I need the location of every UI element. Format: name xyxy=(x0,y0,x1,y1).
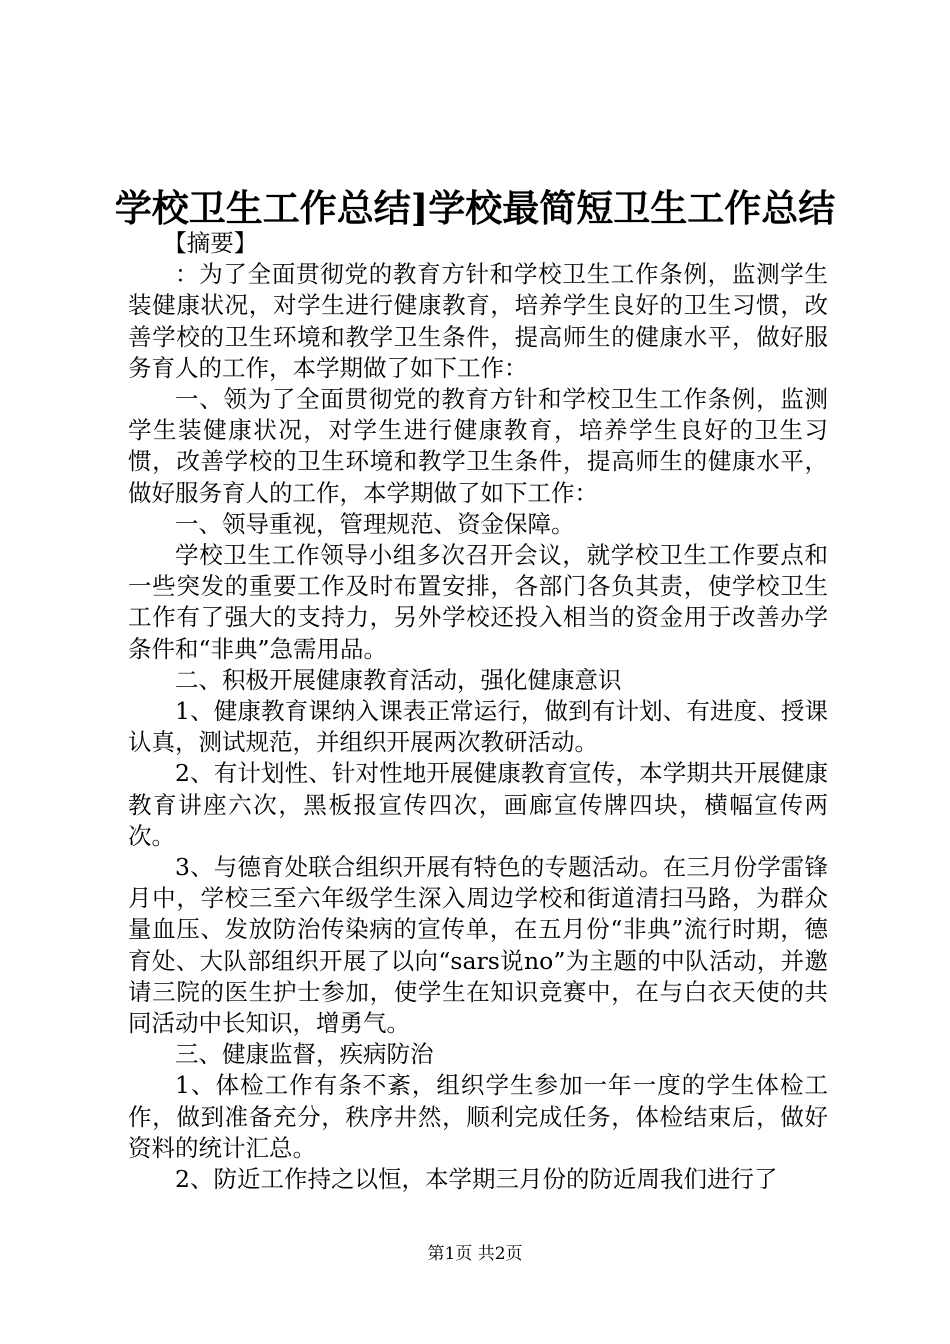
paragraph: ：为了全面贯彻党的教育方针和学校卫生工作条例，监测学生装健康状况，对学生进行健康教育，培养学生良好的卫生习惯，改善学校的卫生环境和教学卫生条件，提高师生的健康水平，做好服务育人的工作，本学期做了如下工作： xyxy=(128,260,828,382)
paragraph: 3、与德育处联合组织开展有特色的专题活动。在三月份学雷锋月中，学校三至六年级学生深入周边学校和街道清扫马路，为群众量血压、发放防治传染病的宣传单，在五月份“非典”流行时期，德育处、大队部组织开展了以向“sars说no”为主题的中队活动，并邀请三院的医生护士参加，使学生在知识竞赛中，在与白衣天使的共同活动中长知识，增勇气。 xyxy=(128,853,828,1038)
section-heading: 一、领导重视，管理规范、资金保障。 xyxy=(175,509,575,538)
section-heading: 二、积极开展健康教育活动，强化健康意识 xyxy=(175,665,622,694)
document-title: 学校卫生工作总结]学校最简短卫生工作总结 xyxy=(114,186,836,230)
document-body xyxy=(128,228,828,1195)
paragraph: 1、健康教育课纳入课表正常运行，做到有计划、有进度、授课认真，测试规范，并组织开展两次教研活动。 xyxy=(128,697,828,757)
paragraph: 1、体检工作有条不紊，组织学生参加一年一度的学生体检工作，做到准备充分，秩序井然，顺利完成任务，体检结束后，做好资料的统计汇总。 xyxy=(128,1071,828,1162)
paragraph: 2、有计划性、针对性地开展健康教育宣传，本学期共开展健康教育讲座六次，黑板报宣传四次，画廊宣传牌四块，横幅宣传两次。 xyxy=(128,759,828,850)
section-heading: 三、健康监督，疾病防治 xyxy=(175,1040,434,1069)
paragraph: 一、领为了全面贯彻党的教育方针和学校卫生工作条例，监测学生装健康状况，对学生进行健康教育，培养学生良好的卫生习惯，改善学校的卫生环境和教学卫生条件，提高师生的健康水平，做好服务育人的工作，本学期做了如下工作： xyxy=(128,385,828,507)
paragraph: 学校卫生工作领导小组多次召开会议，就学校卫生工作要点和一些突发的重要工作及时布置安排，各部门各负其责，使学校卫生工作有了强大的支持力，另外学校还投入相当的资金用于改善办学条件和“非典”急需用品。 xyxy=(128,541,828,663)
abstract-heading: 【摘要】 xyxy=(163,229,258,257)
page-number-footer: 第1页 共2页 xyxy=(427,1244,523,1264)
paragraph: 2、防近工作持之以恒，本学期三月份的防近周我们进行了 xyxy=(175,1165,778,1194)
